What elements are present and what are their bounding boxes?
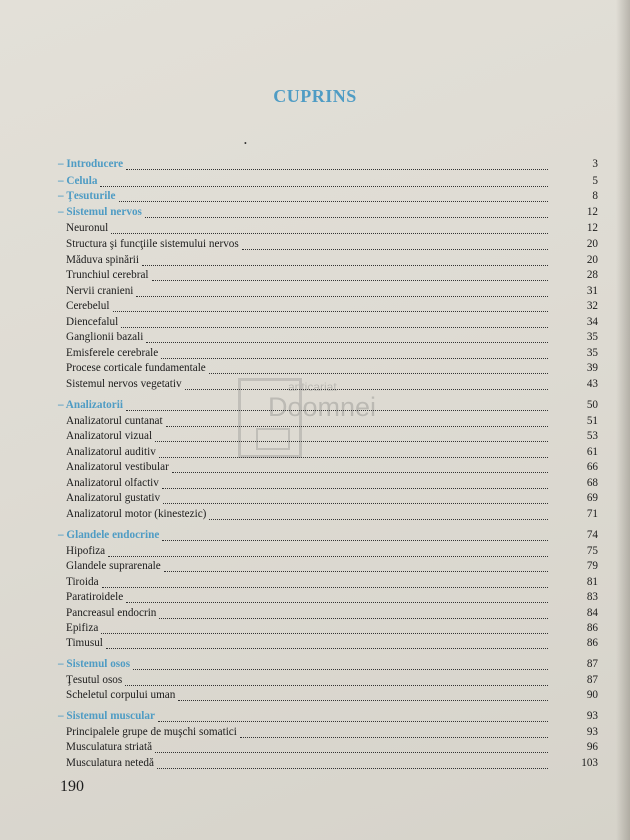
toc-entry [58, 507, 598, 522]
toc-entry-page: 68 [586, 477, 598, 489]
toc-entry-page: 32 [586, 300, 598, 312]
toc-entry [58, 636, 598, 651]
toc-entry-page: 79 [586, 560, 598, 572]
toc-entry-page: 35 [586, 331, 598, 343]
toc-leader-dots [145, 216, 548, 218]
print-speck: • [244, 139, 247, 148]
toc-leader-dots [161, 357, 548, 359]
toc-entry [58, 414, 598, 429]
toc-entry-label: Analizatorul auditiv [66, 446, 156, 458]
toc-leader-dots [111, 232, 548, 234]
toc-entry-label: Analizatorul vizual [66, 430, 153, 442]
toc-entry [58, 299, 598, 314]
toc-entry-label: Glandele suprarenale [66, 560, 161, 572]
toc-entry [58, 476, 598, 491]
toc-entry-label: Scheletul corpului uman [66, 689, 176, 701]
toc-entry-page: 71 [586, 508, 598, 520]
page-number: 190 [60, 778, 84, 795]
toc-entry-label: – Celula [58, 175, 98, 187]
toc-entry-page: 8 [592, 190, 598, 202]
toc-leader-dots [152, 279, 548, 281]
toc-entry-label: Trunchiul cerebral [66, 269, 149, 281]
toc-entry-page: 103 [581, 757, 598, 769]
toc-leader-dots [172, 471, 548, 473]
toc-entry-label: Musculatura netedă [66, 757, 154, 769]
toc-section-entry [58, 709, 598, 724]
toc-entry-label: – Introducere [58, 158, 124, 170]
toc-entry [58, 330, 598, 345]
toc-entry-label: Analizatorul cuntanat [66, 415, 163, 427]
toc-entry-label: Analizatorul olfactiv [66, 477, 159, 489]
toc-entry-label: Paratiroidele [66, 591, 124, 603]
toc-entry-label: – Analizatorii [58, 399, 123, 411]
toc-entry-page: 51 [586, 415, 598, 427]
toc-entry-label: Cerebelul [66, 300, 110, 312]
toc-entry [58, 315, 598, 330]
toc-entry [58, 445, 598, 460]
toc-leader-dots [146, 341, 548, 343]
toc-leader-dots [126, 168, 548, 170]
toc-entry-label: Sistemul nervos vegetativ [66, 378, 182, 390]
toc-leader-dots [100, 185, 548, 187]
toc-entry-page: 86 [586, 637, 598, 649]
toc-entry [58, 361, 598, 376]
toc-leader-dots [101, 632, 548, 634]
toc-entry-label: Nervii cranieni [66, 285, 134, 297]
toc-leader-dots [136, 295, 548, 297]
toc-entry [58, 575, 598, 590]
toc-entry [58, 491, 598, 506]
toc-entry [58, 429, 598, 444]
toc-leader-dots [121, 326, 548, 328]
toc-leader-dots [240, 736, 548, 738]
toc-entry-label: – Sistemul muscular [58, 710, 155, 722]
toc-entry-label: Analizatorul gustativ [66, 492, 161, 504]
toc-entry-page: 34 [586, 316, 598, 328]
toc-entry-page: 86 [586, 622, 598, 634]
toc-entry-page: 90 [586, 689, 598, 701]
toc-leader-dots [159, 456, 548, 458]
toc-entry [58, 740, 598, 755]
toc-entry [58, 377, 598, 392]
toc-entry-page: 12 [586, 206, 598, 218]
watermark-large-text: Doomnei [268, 392, 377, 422]
toc-entry [58, 673, 598, 688]
toc-entry [58, 237, 598, 252]
toc-entry [58, 725, 598, 740]
toc-entry-label: – Glandele endocrine [58, 529, 160, 541]
toc-entry-page: 35 [586, 347, 598, 359]
toc-entry-page: 5 [592, 175, 598, 187]
toc-entry-page: 87 [586, 658, 598, 670]
toc-entry [58, 346, 598, 361]
toc-entry-label: Musculatura striată [66, 741, 153, 753]
toc-entry [58, 559, 598, 574]
toc-entry-label: Hipofiza [66, 545, 106, 557]
toc-entry-page: 50 [586, 399, 598, 411]
toc-entry-page: 93 [586, 710, 598, 722]
toc-entry-label: Ganglionii bazali [66, 331, 144, 343]
toc-entry-page: 53 [586, 430, 598, 442]
toc-leader-dots [178, 699, 548, 701]
toc-leader-dots [106, 647, 548, 649]
toc-entry-page: 39 [586, 362, 598, 374]
toc-leader-dots [157, 767, 548, 769]
toc-entry-label: Tiroida [66, 576, 99, 588]
toc-leader-dots [164, 570, 548, 572]
toc-entry-page: 74 [586, 529, 598, 541]
toc-entry-page: 75 [586, 545, 598, 557]
toc-entry-label: Principalele grupe de muşchi somatici [66, 726, 237, 738]
toc-entry-label: Epifiza [66, 622, 99, 634]
toc-entry-label: Emisferele cerebrale [66, 347, 159, 359]
toc-entry-page: 20 [586, 254, 598, 266]
toc-entry [58, 606, 598, 621]
toc-entry [58, 590, 598, 605]
toc-entry-label: – Ţesuturile [58, 190, 116, 202]
toc-entry-label: Ţesutul osos [66, 674, 123, 686]
toc-leader-dots [133, 668, 548, 670]
page-title: CUPRINS [273, 86, 357, 106]
toc-entry [58, 284, 598, 299]
toc-entry-page: 3 [592, 158, 598, 170]
toc-entry-label: – Sistemul nervos [58, 206, 142, 218]
toc-section-entry [58, 157, 598, 172]
toc-entry-page: 81 [586, 576, 598, 588]
toc-leader-dots [108, 555, 548, 557]
watermark-small-text: anticariat [288, 380, 337, 394]
toc-entry [58, 621, 598, 636]
toc-leader-dots [242, 248, 548, 250]
toc-entry-page: 96 [586, 741, 598, 753]
toc-leader-dots [142, 264, 548, 266]
toc-entry-label: Neuronul [66, 222, 109, 234]
toc-leader-dots [102, 586, 548, 588]
toc-entry [58, 756, 598, 771]
toc-leader-dots [155, 751, 548, 753]
toc-entry-page: 20 [586, 238, 598, 250]
toc-entry-page: 43 [586, 378, 598, 390]
toc-entry-page: 69 [586, 492, 598, 504]
toc-leader-dots [166, 425, 548, 427]
toc-entry-page: 66 [586, 461, 598, 473]
toc-entry-label: Analizatorul motor (kinestezic) [66, 508, 207, 520]
toc-entry-label: Timusul [66, 637, 103, 649]
toc-entry-page: 83 [586, 591, 598, 603]
toc-entry-label: Analizatorul vestibular [66, 461, 169, 473]
toc-leader-dots [185, 388, 548, 390]
toc-entry [58, 460, 598, 475]
toc-leader-dots [155, 440, 548, 442]
toc-entry [58, 221, 598, 236]
toc-entry-label: – Sistemul osos [58, 658, 131, 670]
toc-leader-dots [113, 310, 548, 312]
toc-leader-dots [158, 720, 548, 722]
toc-entry-label: Structura şi funcţiile sistemului nervos [66, 238, 239, 250]
toc-section-entry [58, 657, 598, 672]
toc-leader-dots [126, 409, 548, 411]
toc-entry [58, 253, 598, 268]
toc-entry-label: Pancreasul endocrin [66, 607, 157, 619]
toc-entry-page: 87 [586, 674, 598, 686]
toc-leader-dots [125, 684, 548, 686]
toc-leader-dots [119, 200, 548, 202]
toc-section-entry [58, 528, 598, 543]
toc-section-entry [58, 205, 598, 220]
toc-leader-dots [163, 502, 548, 504]
toc-entry-page: 31 [586, 285, 598, 297]
toc-entry [58, 268, 598, 283]
toc-leader-dots [209, 518, 548, 520]
toc-entry-label: Procese corticale fundamentale [66, 362, 206, 374]
toc-leader-dots [162, 487, 548, 489]
toc-leader-dots [209, 372, 548, 374]
toc-entry-page: 12 [586, 222, 598, 234]
toc-leader-dots [162, 539, 548, 541]
toc-entry-page: 28 [586, 269, 598, 281]
toc-entry-page: 61 [586, 446, 598, 458]
toc-section-entry [58, 398, 598, 413]
toc-entry [58, 688, 598, 703]
toc-entry-label: Diencefalul [66, 316, 119, 328]
toc-entry-label: Măduva spinării [66, 254, 140, 266]
toc-section-entry [58, 174, 598, 189]
toc-entry-page: 84 [586, 607, 598, 619]
toc-leader-dots [159, 617, 548, 619]
toc-entry-page: 93 [586, 726, 598, 738]
toc-entry [58, 544, 598, 559]
toc-section-entry [58, 189, 598, 204]
toc-leader-dots [126, 601, 548, 603]
